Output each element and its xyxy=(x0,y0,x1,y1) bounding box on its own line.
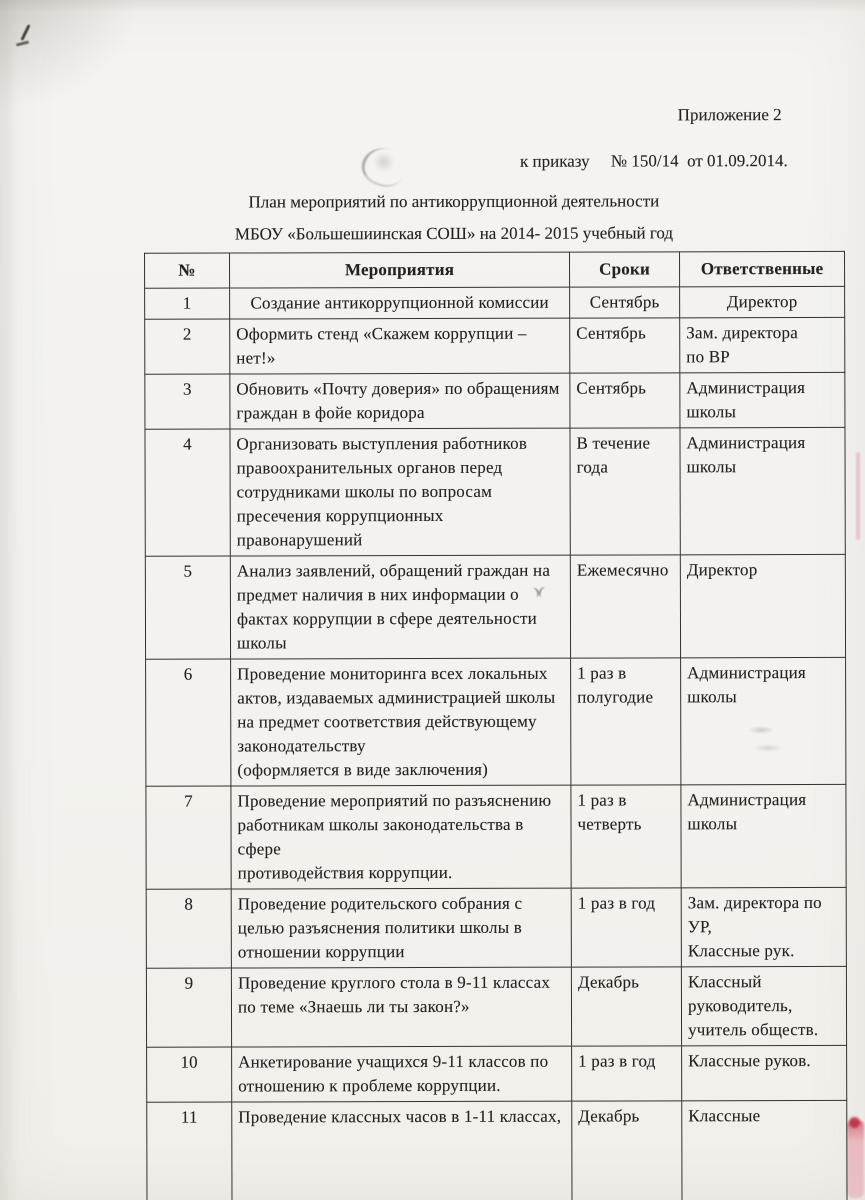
row-responsible: Классные руков. xyxy=(682,1045,847,1100)
document-title-line2: МБОУ «Большешиинская СОШ» на 2014- 2015 учебный год xyxy=(234,223,674,244)
table-header-row xyxy=(145,251,845,288)
row-number: 6 xyxy=(146,659,231,786)
row-number: 8 xyxy=(146,889,231,968)
row-responsible: Классный руководитель, учитель обществ. xyxy=(681,966,846,1045)
row-term: Сентябрь xyxy=(570,373,680,428)
row-responsible: Директор xyxy=(680,286,845,317)
row-number: 2 xyxy=(145,319,230,374)
column-header-responsible: Ответственные xyxy=(680,251,845,286)
table-row xyxy=(146,657,846,786)
row-activity: Анкетирование учащихся 9-11 классов по отношению к проблеме коррупции. xyxy=(232,1046,572,1102)
row-term: В течение года xyxy=(570,428,680,555)
order-reference: к приказу № 150/14 от 01.09.2014. xyxy=(519,151,788,171)
plan-table-body xyxy=(145,286,848,1200)
row-activity: Проведение мониторинга всех локальных актов, издаваемых администрацией школы на предмет соответствия действующему законодательству (оформляется в виде заключения) xyxy=(231,658,571,786)
row-activity: Проведение мероприятий по разъяснению работникам школы законодательства в сфере противодействия коррупции. xyxy=(231,785,571,889)
row-activity: Проведение родительского собрания с целью разъяснения политики школы в отношении коррупции xyxy=(231,888,571,968)
row-responsible: Администрация школы xyxy=(681,657,846,784)
row-term: Сентябрь xyxy=(570,287,680,318)
plan-table xyxy=(144,251,848,1200)
row-activity: Организовать выступления работников правоохранительных органов перед сотрудниками школы по вопросам пресечения коррупционных правонарушений xyxy=(230,428,570,556)
table-row xyxy=(145,554,845,659)
row-term: Декабрь xyxy=(571,967,681,1046)
document-header xyxy=(0,0,864,247)
appendix-label: Приложение 2 xyxy=(677,105,782,125)
table-row xyxy=(147,1045,847,1102)
row-term: Ежемесячно xyxy=(570,555,680,658)
row-term: 1 раз в четверть xyxy=(571,785,681,888)
row-number: 7 xyxy=(146,786,231,889)
table-row xyxy=(146,966,846,1047)
table-row xyxy=(147,1100,847,1200)
row-term: 1 раз в год xyxy=(571,888,681,967)
column-header-activities: Мероприятия xyxy=(230,252,570,288)
row-number: 1 xyxy=(145,288,230,319)
table-row xyxy=(145,286,845,319)
table-row xyxy=(146,887,846,968)
row-responsible: Администрация школы xyxy=(681,784,846,887)
row-number: 9 xyxy=(146,968,231,1047)
row-responsible: Зам. директора по УР, Классные рук. xyxy=(681,887,846,966)
row-term: 1 раз в год xyxy=(572,1046,682,1101)
table-row xyxy=(145,427,845,556)
row-activity: Обновить «Почту доверия» по обращениям граждан в фойе коридора xyxy=(230,373,570,429)
row-term: 1 раз в полугодие xyxy=(571,658,681,785)
row-responsible: Администрация школы xyxy=(680,427,845,554)
row-term: Декабрь xyxy=(572,1101,682,1200)
row-term: Сентябрь xyxy=(570,318,680,373)
row-number: 5 xyxy=(145,556,230,659)
row-activity: Оформить стенд «Скажем коррупции – нет!» xyxy=(230,318,570,374)
row-responsible: Администрация школы xyxy=(680,372,845,427)
table-row xyxy=(145,372,845,429)
table-row xyxy=(146,784,846,889)
row-number: 3 xyxy=(145,374,230,429)
row-number: 10 xyxy=(147,1047,232,1102)
row-responsible: Директор xyxy=(680,554,845,657)
row-activity: Проведение классных часов в 1-11 классах, xyxy=(232,1101,572,1200)
column-header-num: № xyxy=(145,253,230,288)
table-row xyxy=(145,317,845,374)
column-header-terms: Сроки xyxy=(570,252,680,287)
row-activity: Анализ заявлений, обращений граждан на предмет наличия в них информации о фактах коррупции в сфере деятельности школы xyxy=(230,555,570,659)
document-title-line1: План мероприятий по антикоррупционной деятельности xyxy=(248,191,660,212)
row-number: 4 xyxy=(145,429,230,556)
row-activity: Проведение круглого стола в 9-11 классах по теме «Знаешь ли ты закон?» xyxy=(231,967,571,1047)
row-responsible: Зам. директора по ВР xyxy=(680,317,845,372)
row-activity: Создание антикоррупционной комиссии xyxy=(230,287,570,319)
row-responsible: Классные xyxy=(682,1100,847,1200)
row-number: 11 xyxy=(147,1102,232,1200)
